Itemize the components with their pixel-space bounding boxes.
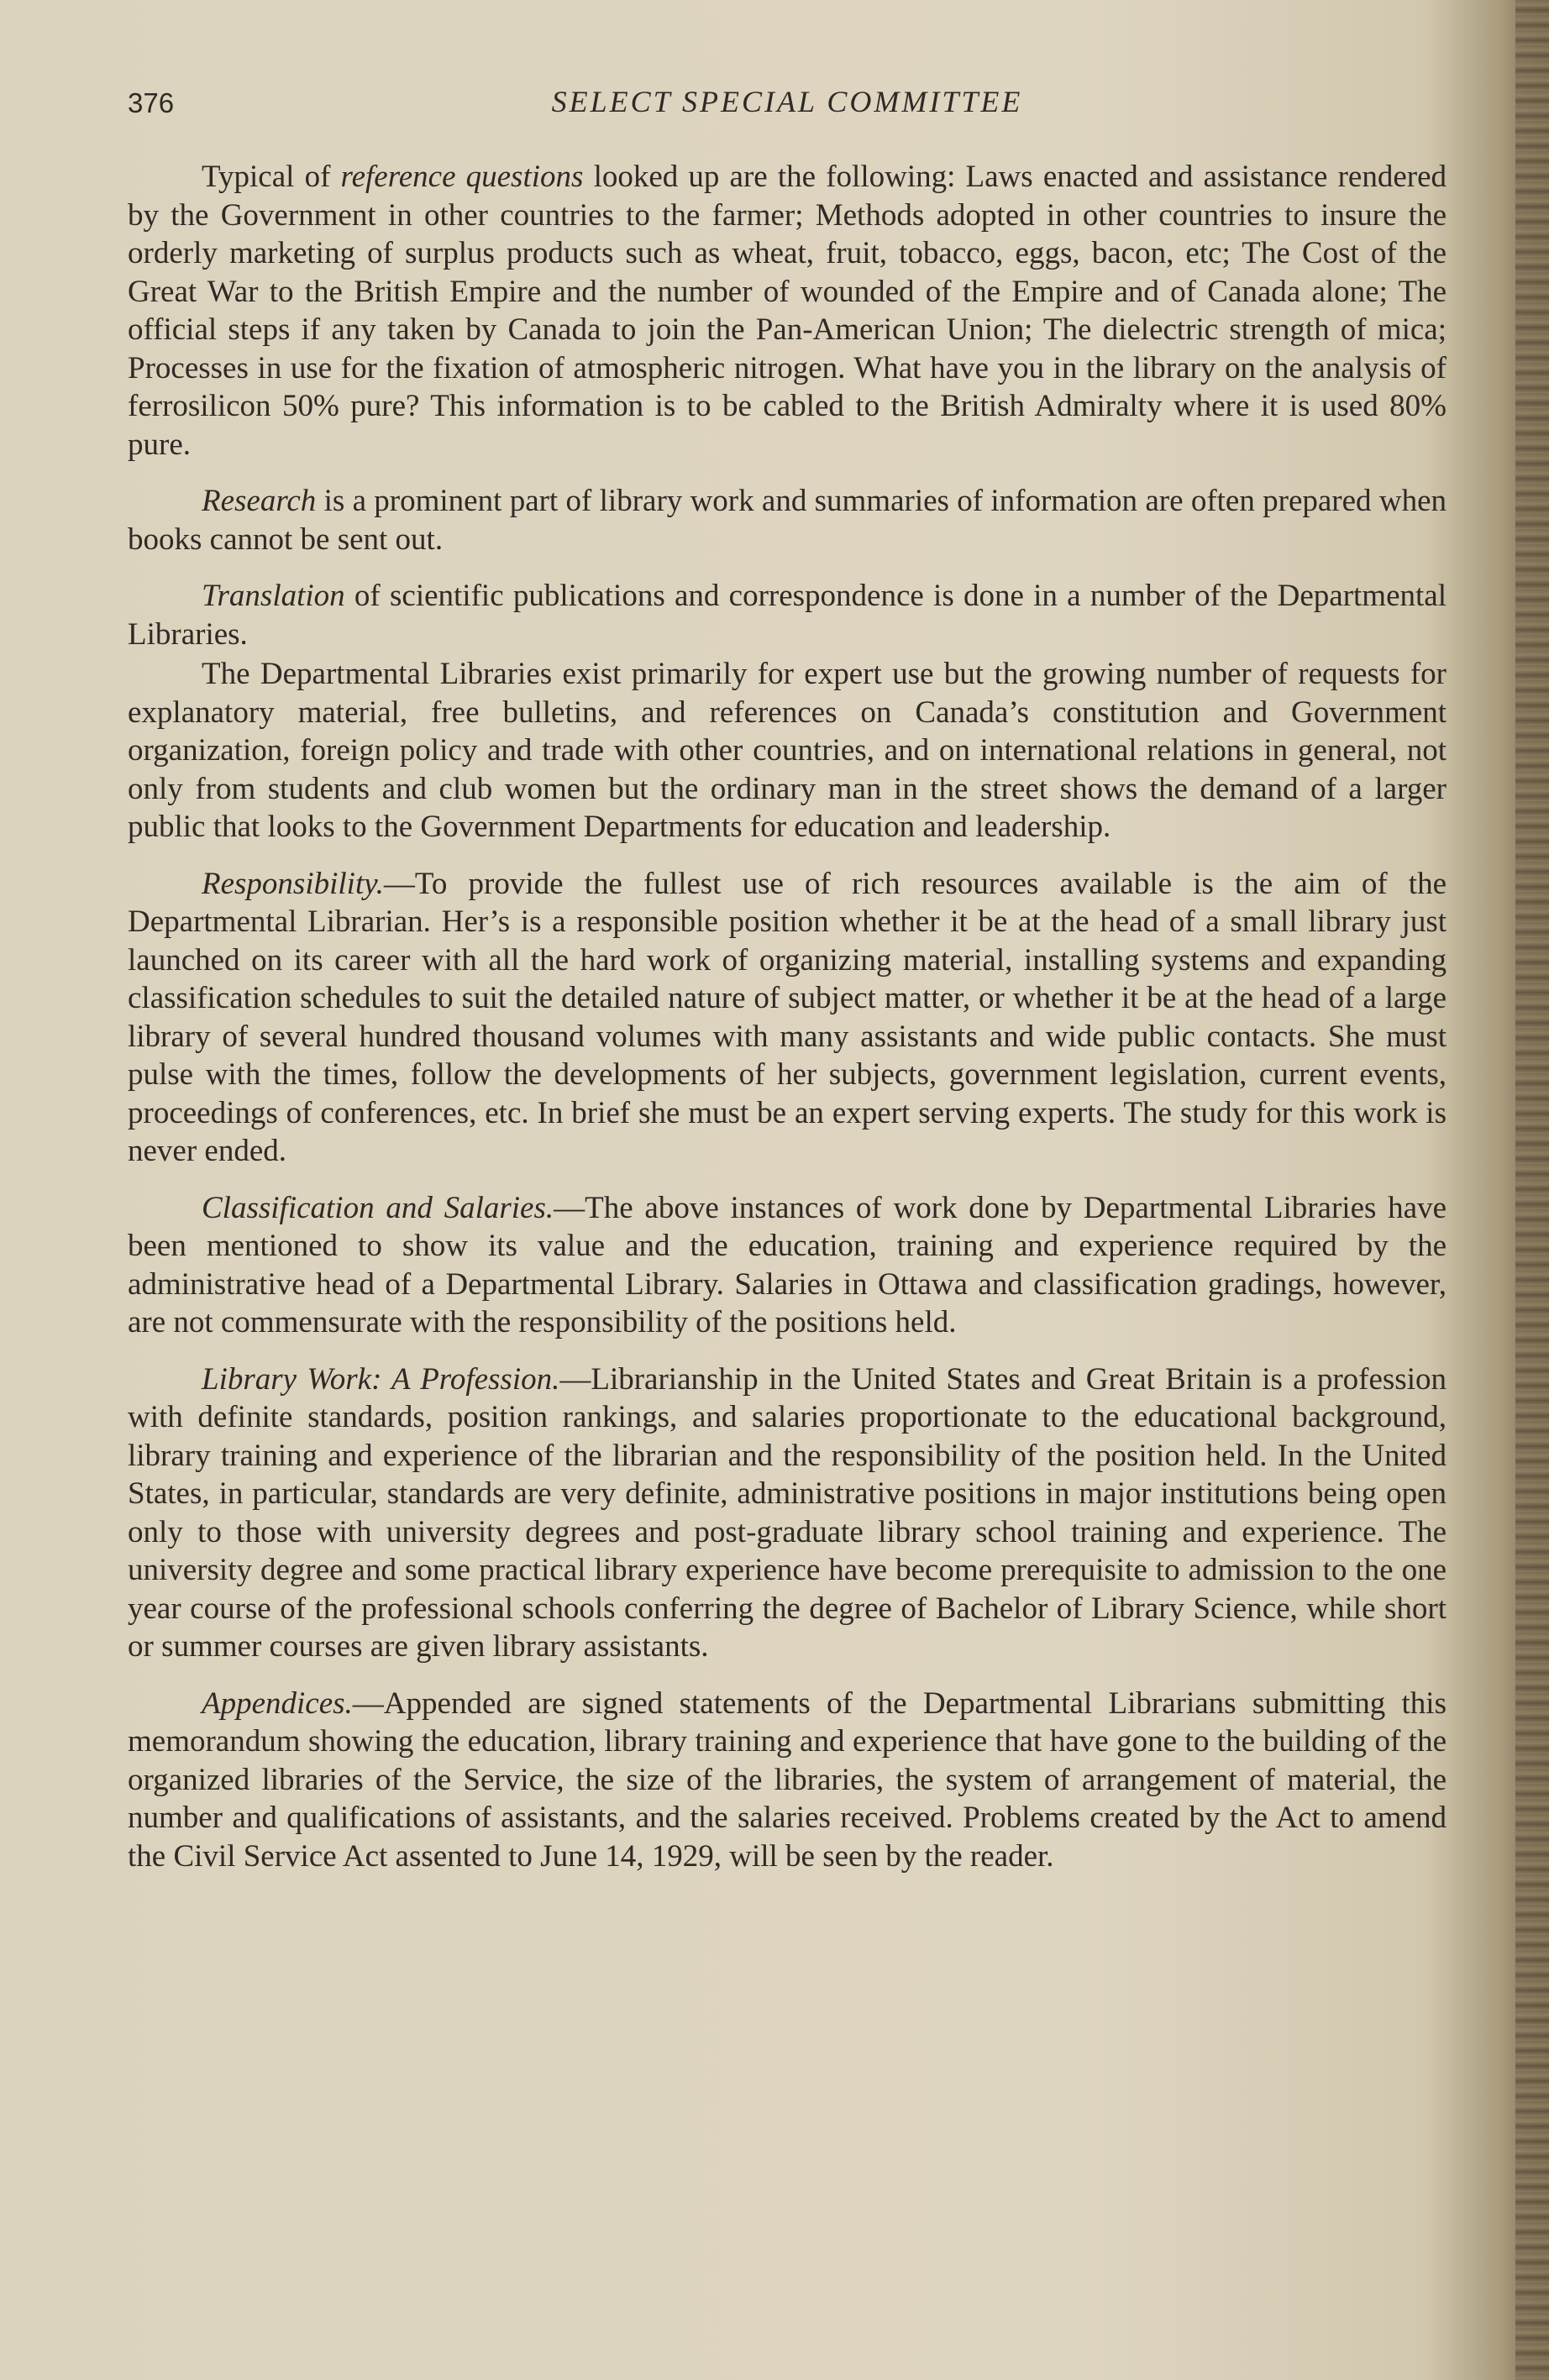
paragraph-translation [128,577,1447,653]
body-text [128,158,1447,1894]
paragraph-text: —To provide the fullest use of rich resources available is the aim of the Departmental Librarian. Her’s is a responsible position whether it be at the head of a small library just launched on its career with all the hard work of organizing material, installing systems and expanding classification schedules to suit the detailed nature of subject matter, or whether it be at the head of a large library of several hundred thousand volumes with many assistants and wide public contacts. She must pulse with the times, follow the developments of her subjects, government legislation, current events, proceedings of conferences, etc. In brief she must be an expert serving experts. The study for this work is never ended. [128,866,1447,1168]
paragraph-lead: Translation [202,579,345,613]
page-number: 376 [128,87,175,118]
paragraph-research [128,482,1447,558]
paragraph-text: looked up are the following: Laws enacted and assistance rendered by the Government in other countries to the farmer; Methods adopted in other countries to insure the orderly marketing of surplus products such as wheat, fruit, tobacco, eggs, bacon, etc; The Cost of the Great War to the British Empire and the number of wounded of the Empire and of Canada alone; The official steps if any taken by Canada to join the Pan-American Union; The dielectric strength of mica; Processes in use for the fixation of atmospheric nitrogen. What have you in the library on the analysis of ferrosilicon 50% pure? This information is to be cabled to the British Admiralty where it is used 80% pure. [128,160,1447,462]
paragraph-expert-use [128,655,1447,847]
paragraph-lead: Responsibility. [202,866,384,901]
running-head: SELECT SPECIAL COMMITTEE [551,85,1023,118]
page-header [128,84,1447,134]
paragraph-text: of scientific publications and correspondence is done in a number of the Departmental Libraries. [128,579,1447,652]
paragraph-text: —Appended are signed statements of the Departmental Librarians submitting this memorandum showing the education, library training and experience that have gone to the building of the organized libraries of the Service, the size of the libraries, the system of arrangement of material, the number and qualifications of assistants, and the salaries received. Problems created by the Act to amend the Civil Service Act assented to June 14, 1929, will be seen by the reader. [128,1685,1447,1874]
paragraph-lead: reference questions [340,160,584,194]
paragraph-text: —The above instances of work done by Departmental Libraries have been mentioned to show its value and the education, training and experience required by the administrative head of a Departmental Library. Salaries in Ottawa and classification gradings, however, are not commensurate with the responsibility of the positions held. [128,1190,1447,1339]
paragraph-appendices [128,1685,1447,1876]
paragraph-classification-salaries [128,1189,1447,1342]
paragraph-reference-questions [128,158,1447,464]
paragraph-lead: Library Work: A Profession. [202,1361,560,1397]
paragraph-text: —Librarianship in the United States and Great Britain is a profession with definite standards, position rankings, and salaries proportionate to the educational background, library training and experience of the librarian and the responsibility of the position held. In the United States, in particular, standards are very definite, administrative positions in major institutions being open only to those with university degrees and post-graduate library school training and experience. The university degree and some practical library experience have become prerequisite to admission to the one year course of the professional schools conferring the degree of Bachelor of Library Science, while short or summer courses are given library assistants. [128,1361,1447,1664]
paragraph-library-profession [128,1360,1447,1666]
paragraph-lead: Research [202,484,317,518]
paragraph-responsibility [128,865,1447,1171]
paragraph-lead: Appendices. [202,1685,353,1721]
paragraph-lead: Classification and Salaries. [202,1190,554,1225]
paragraph-text: is a prominent part of library work and summaries of information are often prepared when books cannot be sent out. [128,484,1447,557]
book-spine-edge [1515,0,1549,2380]
paragraph-text: The Departmental Libraries exist primarily for expert use but the growing number of requests for explanatory material, free bulletins, and references on Canada’s constitution and Government organization, foreign policy and trade with other countries, and on international relations in general, not only from students and club women but the ordinary man in the street shows the demand of a larger public that looks to the Government Departments for education and leadership. [128,657,1447,844]
paragraph-pre: Typical of [202,160,341,194]
